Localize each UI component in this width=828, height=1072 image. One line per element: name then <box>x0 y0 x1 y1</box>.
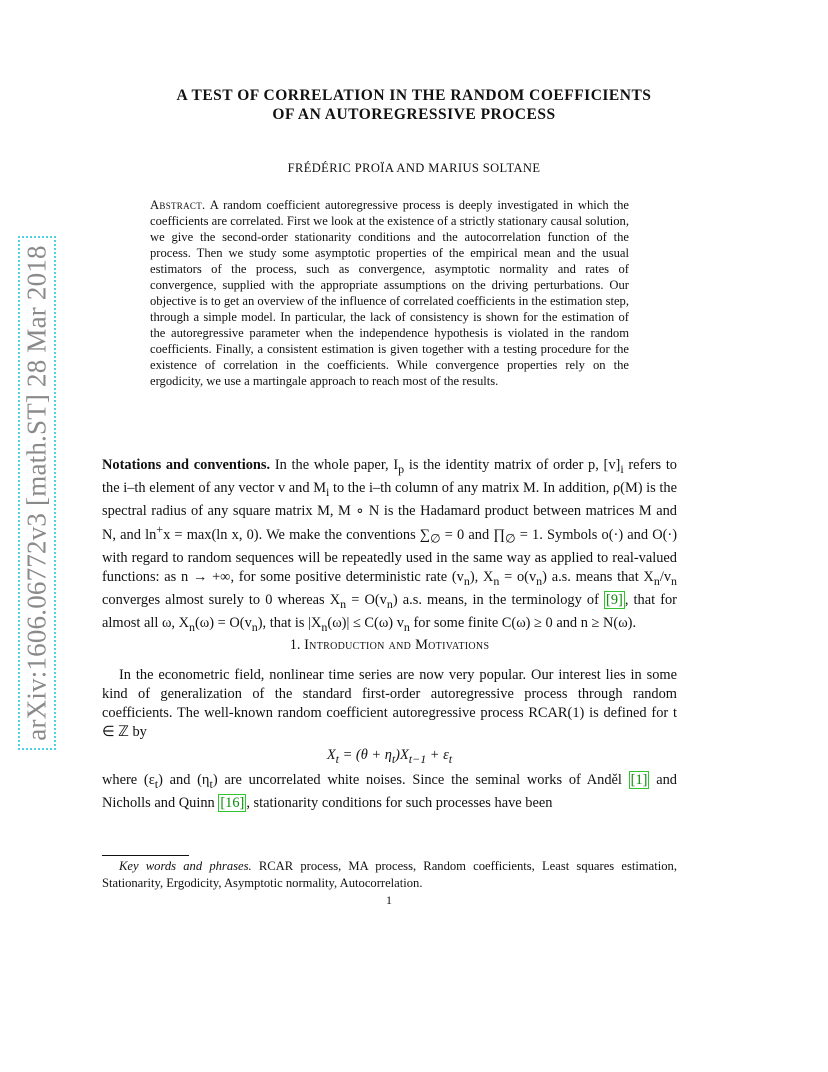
citation-link-16[interactable]: [16] <box>220 795 245 812</box>
notations-text: ) a.s. means that X <box>542 568 654 585</box>
subscript: p <box>398 461 405 476</box>
subscript: ∅ <box>505 532 516 547</box>
subscript: n <box>671 573 678 588</box>
footnote-divider <box>102 855 189 856</box>
citation-link-9[interactable]: [9] <box>606 591 623 608</box>
keywords-text: RCAR process, MA process, Random coefficients, Least squares estimation, Stationarity, Ergodicity, Asymptotic normality, Autocorrelation. <box>102 859 677 890</box>
section-heading <box>102 637 677 654</box>
subscript: t <box>391 751 396 766</box>
subscript: t−1 <box>408 751 427 766</box>
notations-heading: Notations and conventions. <box>102 457 271 473</box>
subscript: n <box>321 619 328 634</box>
subscript: n <box>536 573 543 588</box>
arxiv-identifier[interactable]: arXiv:1606.06772v3 [math.ST] 28 Mar 2018 <box>21 245 52 741</box>
intro-text: , stationarity conditions for such processes have been <box>246 795 553 812</box>
title-line-1: A TEST OF CORRELATION IN THE RANDOM COEFFICIENTS <box>176 87 652 104</box>
notations-text: x = max(ln x, 0). We make the conventions ∑ <box>163 527 431 544</box>
intro-paragraph-1: In the econometric field, nonlinear time series are now very popular. Our interest lies in some kind of generalization of the standard first-order autoregressive process through random coefficients. The well-known random coefficient autoregressive process RCAR(1) is defined for t ∈ ℤ by <box>102 667 677 740</box>
subscript: n <box>340 596 347 611</box>
subscript: n <box>251 619 258 634</box>
subscript: n <box>463 573 470 588</box>
notations-text: to the i–th column of any matrix M. In addition, ρ(M) is the spectral radius of any square matrix M, M ∘ N is the Hadamard product between matrices M and N, and ln <box>102 479 677 544</box>
eq-part: X <box>326 746 336 763</box>
eq-part: )X <box>395 746 409 763</box>
subscript: n <box>653 573 660 588</box>
notations-text: = 0 and ∏ <box>440 527 506 544</box>
intro-text: ) and (η <box>158 772 210 789</box>
subscript: n <box>189 619 196 634</box>
notations-text: converges almost surely to 0 whereas X <box>102 591 341 608</box>
notations-text: ) a.s. means, in the terminology of <box>392 591 605 608</box>
title-line-2: OF AN AUTOREGRESSIVE PROCESS <box>272 106 556 123</box>
intro-text: and Nicholls and Quinn <box>102 772 677 812</box>
subscript: t <box>448 751 453 766</box>
subscript: t <box>335 751 340 766</box>
notations-text: = 1. Symbols o(·) and O(·) with regard to random sequences will be repeatedly used in the same way as applied to real-valued functions: as n → +∞, for some positive deterministic rate (v <box>102 527 677 585</box>
section-number: 1. <box>289 637 301 653</box>
subscript: n <box>403 619 410 634</box>
eq-part: = (θ + η <box>339 746 392 763</box>
intro-text: where (ε <box>102 772 155 789</box>
notations-text: ), that is |X <box>257 614 322 631</box>
subscript: ∅ <box>430 532 441 547</box>
notations-text: = O(v <box>346 591 387 608</box>
subscript: i <box>326 484 330 499</box>
subscript: i <box>620 461 624 476</box>
subscript: t <box>209 777 213 792</box>
notations-text: ), X <box>469 568 494 585</box>
notations-text: (ω) = O(v <box>195 614 252 631</box>
abstract <box>150 197 629 389</box>
notations-text: is the identity matrix of order p, [v] <box>404 457 621 473</box>
authors: FRÉDÉRIC PROÏA AND MARIUS SOLTANE <box>287 161 541 175</box>
intro-paragraph-2 <box>102 771 677 813</box>
notations-text: /v <box>659 568 672 585</box>
notations-paragraph <box>102 456 677 636</box>
citation-link-1[interactable]: [1] <box>630 772 648 789</box>
rcar-equation <box>102 746 677 769</box>
subscript: t <box>154 777 159 792</box>
notations-text: (ω)| ≤ C(ω) v <box>327 614 404 631</box>
intro-text: ) are uncorrelated white noises. Since the seminal works of Anděl <box>212 772 629 789</box>
notations-text: = o(v <box>499 568 537 585</box>
notations-text: refers to the i–th element of any vector v and M <box>102 457 678 496</box>
paper-title <box>100 86 728 124</box>
subscript: n <box>386 596 393 611</box>
subscript: n <box>493 573 500 588</box>
notations-text: In the whole paper, I <box>274 457 399 473</box>
page-number: 1 <box>386 893 392 907</box>
footnote <box>102 858 677 892</box>
arxiv-stamp[interactable] <box>18 236 56 750</box>
notations-text: for some finite C(ω) ≥ 0 and n ≥ N(ω). <box>409 614 637 631</box>
section-title: Introduction and Motivations <box>304 637 490 653</box>
notations-text: , that for almost all ω, X <box>102 591 677 631</box>
superscript: + <box>156 522 164 537</box>
abstract-label: Abstract. <box>150 198 206 212</box>
introduction-text <box>102 666 677 813</box>
abstract-text: A random coefficient autoregressive process is deeply investigated in which the coefficients are correlated. First we look at the existence of a strictly stationary causal solution, we give the second-order stationarity conditions and the autocorrelation function of the process. Then we study some asymptotic properties of the empirical mean and the usual estimators of the process, such as convergence, asymptotic normality and rates of convergence, supplied with the appropriate assumptions on the driving perturbations. Our objective is to get an overview of the influence of correlated coefficients in the estimation step, through a simple model. In particular, the lack of consistency is shown for the estimation of the autoregressive parameter when the independence hypothesis is violated in the random coefficients. Finally, a consistent estimation is given together with a testing procedure for the existence of correlation in the coefficients. While convergence properties rely on the ergodicity, we use a martingale approach to reach most of the results. <box>150 198 629 388</box>
keywords-label: Key words and phrases. <box>119 859 252 873</box>
eq-part: + ε <box>426 746 449 763</box>
